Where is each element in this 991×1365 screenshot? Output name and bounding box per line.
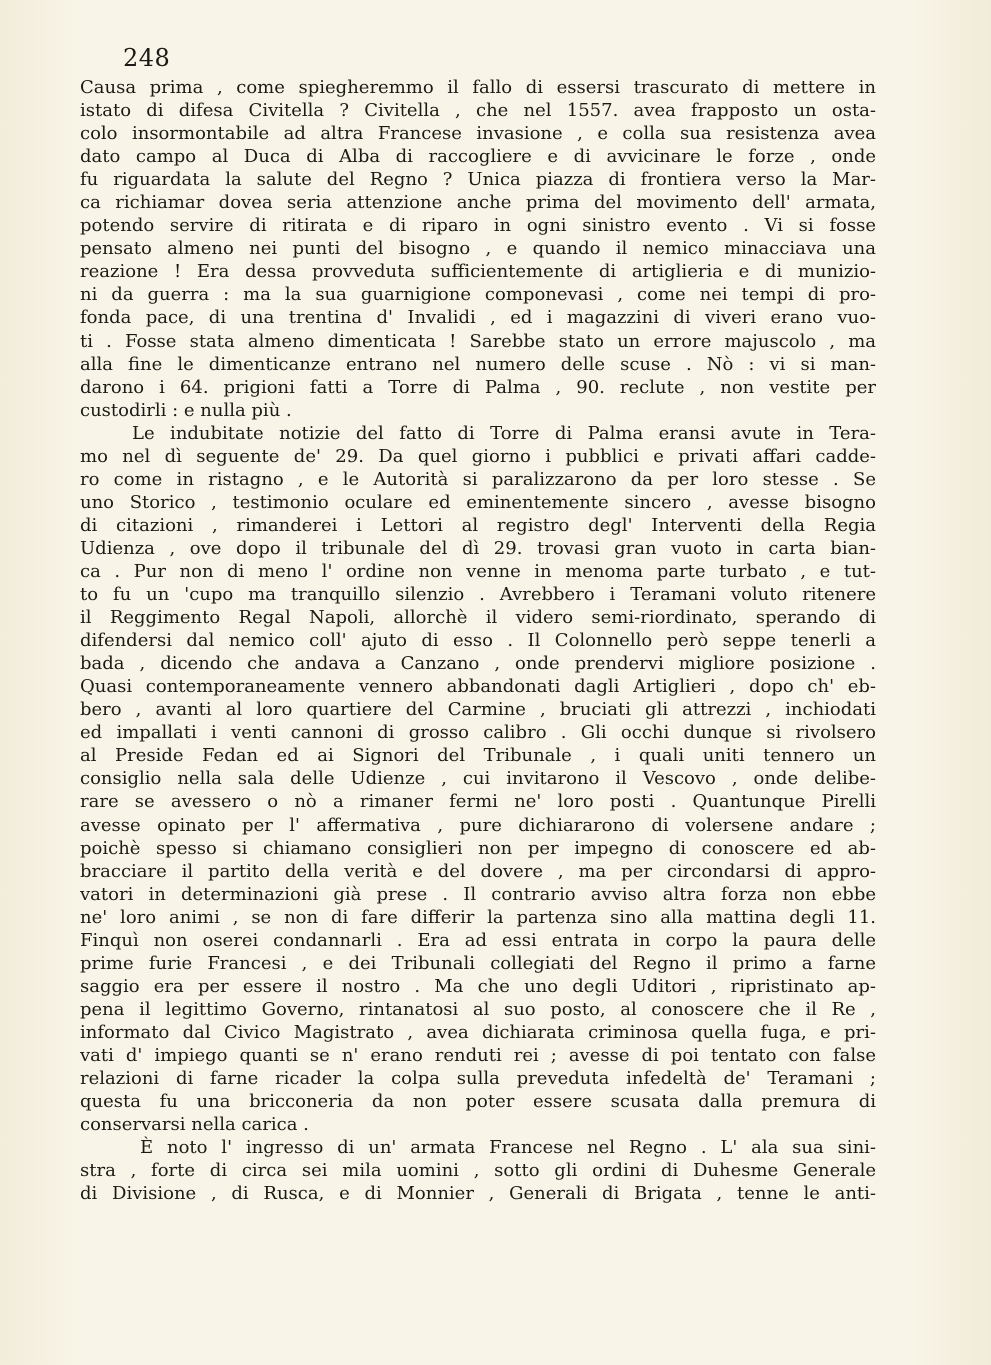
- text-line: pensato almeno nei punti del bisogno , e quando il nemico minacciava una: [80, 238, 876, 260]
- text-line: dato campo al Duca di Alba di raccogliere e di avvicinare le forze , onde: [80, 146, 876, 168]
- text-line: darono i 64. prigioni fatti a Torre di Palma , 90. reclute , non vestite per: [80, 376, 876, 398]
- text-line: bero , avanti al loro quartiere del Carmine , bruciati gli attrezzi , inchiodati: [80, 699, 876, 721]
- body-text: [80, 76, 876, 1205]
- text-line: ro come in ristagno , e le Autorità si paralizzarono da per loro stesse . Se: [80, 468, 876, 490]
- text-line: È noto l' ingresso di un' armata Francese nel Regno . L' ala sua sini-: [140, 1137, 876, 1159]
- text-line: avesse opinato per l' affermativa , pure dichiararono di volersene andare ;: [80, 814, 876, 836]
- text-line: questa fu una bricconeria da non poter essere scusata dalla premura di: [80, 1091, 876, 1113]
- text-line: potendo servire di ritirata e di riparo in ogni sinistro evento . Vi si fosse: [80, 215, 876, 237]
- text-line: custodirli : e nulla più .: [80, 399, 292, 421]
- text-line: to fu un 'cupo ma tranquillo silenzio . Avrebbero i Teramani voluto ritenere: [80, 584, 876, 606]
- text-line: reazione ! Era dessa provveduta sufficientemente di artiglieria e di munizio-: [80, 261, 876, 283]
- text-line: difendersi dal nemico coll' ajuto di esso . Il Colonnello però seppe tenerli a: [80, 630, 876, 652]
- text-line: rare se avessero o nò a rimaner fermi ne' loro posti . Quantunque Pirelli: [80, 791, 876, 813]
- text-line: mo nel dì seguente de' 29. Da quel giorno i pubblici e privati affari cadde-: [80, 445, 876, 467]
- text-line: ni da guerra : ma la sua guarnigione componevasi , come nei tempi di pro-: [80, 284, 876, 306]
- text-line: conservarsi nella carica .: [80, 1114, 309, 1136]
- text-line: stra , forte di circa sei mila uomini , sotto gli ordini di Duhesme Generale: [80, 1160, 876, 1182]
- text-line: vati d' impiego quanti se n' erano renduti rei ; avesse di poi tentato con false: [80, 1044, 876, 1066]
- text-line: Quasi contemporaneamente vennero abbandonati dagli Artiglieri , dopo ch' eb-: [80, 676, 876, 698]
- text-line: ne' loro animi , se non di fare differir la partenza sino alla mattina degli 11.: [80, 906, 876, 928]
- text-line: bracciare il partito della verità e del dovere , ma per circondarsi di appro-: [80, 860, 876, 882]
- text-line: di citazioni , rimanderei i Lettori al registro degl' Interventi della Regia: [80, 514, 876, 536]
- page-number: 248: [123, 44, 171, 72]
- text-line: il Reggimento Regal Napoli, allorchè il videro semi-riordinato, sperando di: [80, 607, 876, 629]
- text-line: Causa prima , come spiegheremmo il fallo di essersi trascurato di mettere in: [80, 77, 876, 98]
- text-line: pena il legittimo Governo, rintanatosi al suo posto, al conoscere che il Re ,: [80, 998, 876, 1020]
- text-line: di Divisione , di Rusca, e di Monnier , Generali di Brigata , tenne le anti-: [80, 1183, 876, 1205]
- text-line: saggio era per essere il nostro . Ma che uno degli Uditori , ripristinato ap-: [80, 975, 876, 997]
- text-line: prime furie Francesi , e dei Tribunali collegiati del Regno il primo a farne: [80, 952, 876, 974]
- text-line: Finquì non oserei condannarli . Era ad essi entrata in corpo la paura delle: [80, 929, 876, 951]
- text-line: colo insormontabile ad altra Francese invasione , e colla sua resistenza avea: [80, 123, 876, 145]
- text-line: consiglio nella sala delle Udienze , cui invitarono il Vescovo , onde delibe-: [80, 768, 876, 790]
- text-line: poichè spesso si chiamano consiglieri non per impegno di conoscere ed ab-: [80, 837, 876, 859]
- text-line: relazioni di farne ricader la colpa sulla preveduta infedeltà de' Teramani ;: [80, 1068, 876, 1090]
- text-line: alla fine le dimenticanze entrano nel numero delle scuse . Nò : vi si man-: [80, 353, 876, 375]
- text-line: informato dal Civico Magistrato , avea dichiarata criminosa quella fuga, e pri-: [80, 1021, 876, 1043]
- text-line: Udienza , ove dopo il tribunale del dì 29. trovasi gran vuoto in carta bian-: [80, 537, 876, 559]
- text-line: ca . Pur non di meno l' ordine non venne in menoma parte turbato , e tut-: [80, 560, 876, 582]
- text-line: uno Storico , testimonio oculare ed eminentemente sincero , avesse bisogno: [80, 491, 876, 513]
- text-line: fonda pace, di una trentina d' Invalidi , ed i magazzini di viveri erano vuo-: [80, 307, 876, 329]
- text-line: ti . Fosse stata almeno dimenticata ! Sarebbe stato un errore majuscolo , ma: [80, 330, 876, 352]
- text-line: ed impallati i venti cannoni di grosso calibro . Gli occhi dunque si rivolsero: [80, 722, 876, 744]
- text-line: fu riguardata la salute del Regno ? Unica piazza di frontiera verso la Mar-: [80, 169, 876, 191]
- text-line: al Preside Fedan ed ai Signori del Tribunale , i quali uniti tennero un: [80, 745, 876, 767]
- text-line: Le indubitate notizie del fatto di Torre di Palma eransi avute in Tera-: [132, 422, 876, 444]
- text-line: istato di difesa Civitella ? Civitella , che nel 1557. avea frapposto un osta-: [80, 100, 876, 122]
- text-line: bada , dicendo che andava a Canzano , onde prendervi migliore posizione .: [80, 653, 876, 675]
- text-line: ca richiamar dovea seria attenzione anche prima del movimento dell' armata,: [80, 192, 876, 214]
- text-line: vatori in determinazioni già prese . Il contrario avviso altra forza non ebbe: [80, 883, 876, 905]
